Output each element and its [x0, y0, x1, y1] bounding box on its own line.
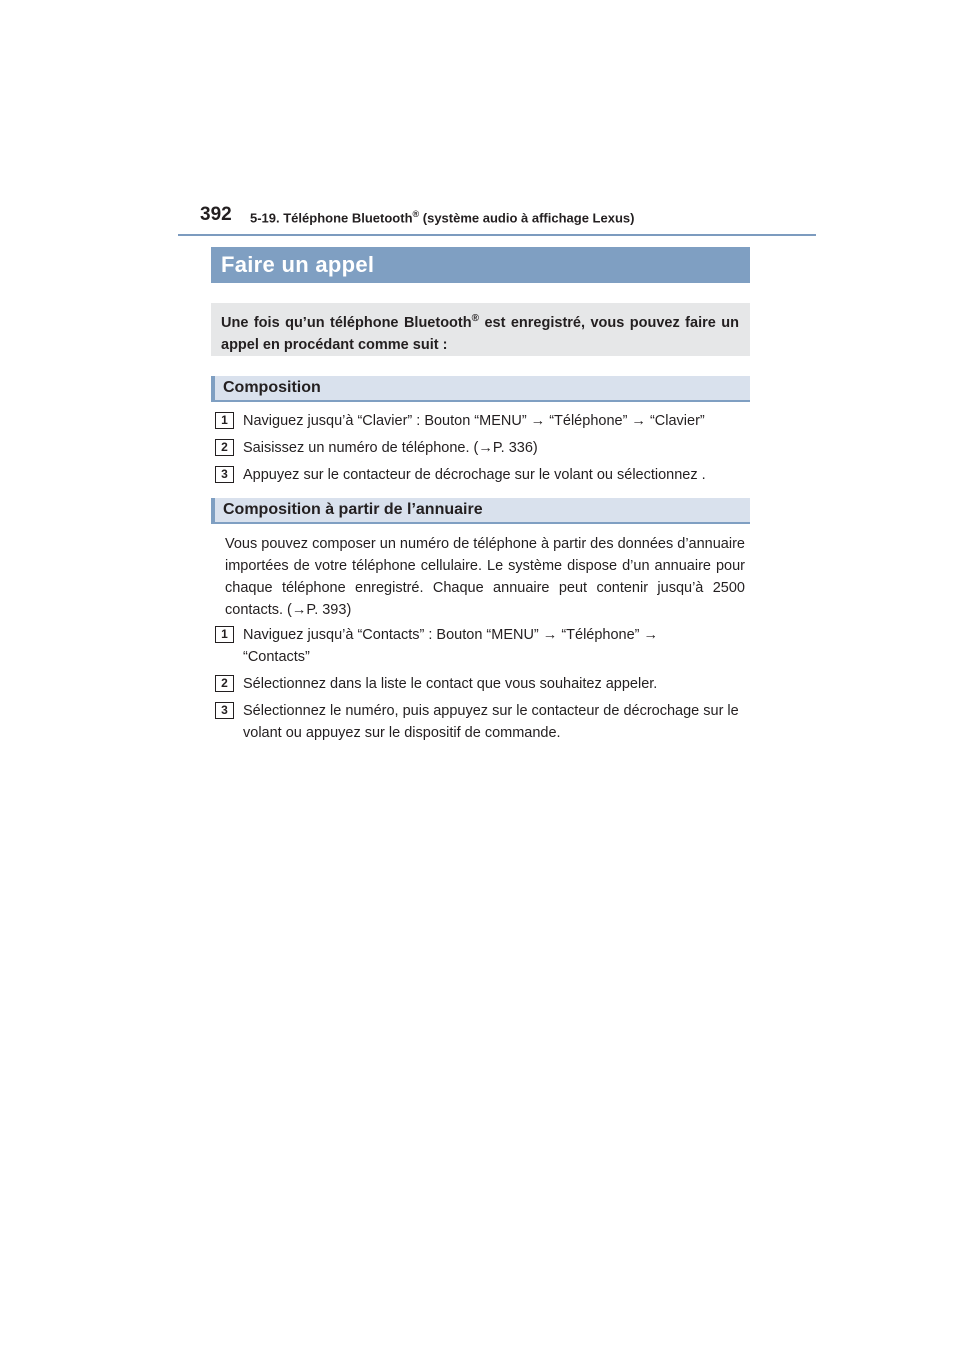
section-title-text: 5-19. Téléphone Bluetooth: [250, 210, 413, 226]
page-header: [178, 204, 816, 236]
intro-text: [221, 308, 739, 356]
step-text: Saisissez un numéro de téléphone. (→P. 336): [243, 440, 538, 456]
step-text: Sélectionnez le numéro, puis appuyez sur le contacteur de décrochage sur le volant ou appuyez sur le dispositif de commande.: [243, 703, 739, 741]
intro-box: [211, 303, 750, 356]
intro-text-post: est enregistré, vous pouvez faire un appel en procédant comme suit :: [221, 314, 739, 353]
directory-heading: [211, 498, 750, 524]
intro-registered-mark: ®: [471, 313, 479, 324]
directory-heading-text: Composition à partir de l’annuaire: [223, 501, 483, 518]
section-title: [250, 209, 634, 225]
step-text: Appuyez sur le contacteur de décrochage sur le volant ou sélectionnez .: [243, 467, 706, 483]
composition-heading-text: Composition: [223, 379, 321, 396]
step-number: 2: [215, 675, 234, 692]
step-text: Sélectionnez dans la liste le contact que vous souhaitez appeler.: [243, 676, 658, 692]
section-title-suffix: (système audio à affichage Lexus): [419, 210, 635, 226]
step-number: 1: [215, 412, 234, 429]
step-number: 2: [215, 439, 234, 456]
main-heading-text: Faire un appel: [221, 252, 375, 277]
step-text: Naviguez jusqu’à “Clavier” : Bouton “MENU” → “Téléphone” → “Clavier”: [243, 413, 705, 429]
registered-mark: ®: [412, 209, 420, 219]
step-text: Naviguez jusqu’à “Contacts” : Bouton “MENU” → “Téléphone” → “Contacts”: [243, 627, 659, 665]
directory-paragraph: Vous pouvez composer un numéro de téléphone à partir des données d’annuaire importées de votre téléphone cellulaire. Le système dispose d’un annuaire pour chaque téléphone enregistré. Chaque annuaire peut contenir jusqu’à 2500 contacts. (→P. 393): [225, 536, 745, 618]
step-number: 1: [215, 626, 234, 643]
intro-text-pre: Une fois qu’un téléphone Bluetooth: [221, 314, 472, 331]
step-number: 3: [215, 702, 234, 719]
composition-heading: [211, 376, 750, 402]
step-number: 3: [215, 466, 234, 483]
main-heading: [211, 247, 750, 283]
page-number: 392: [200, 204, 232, 225]
